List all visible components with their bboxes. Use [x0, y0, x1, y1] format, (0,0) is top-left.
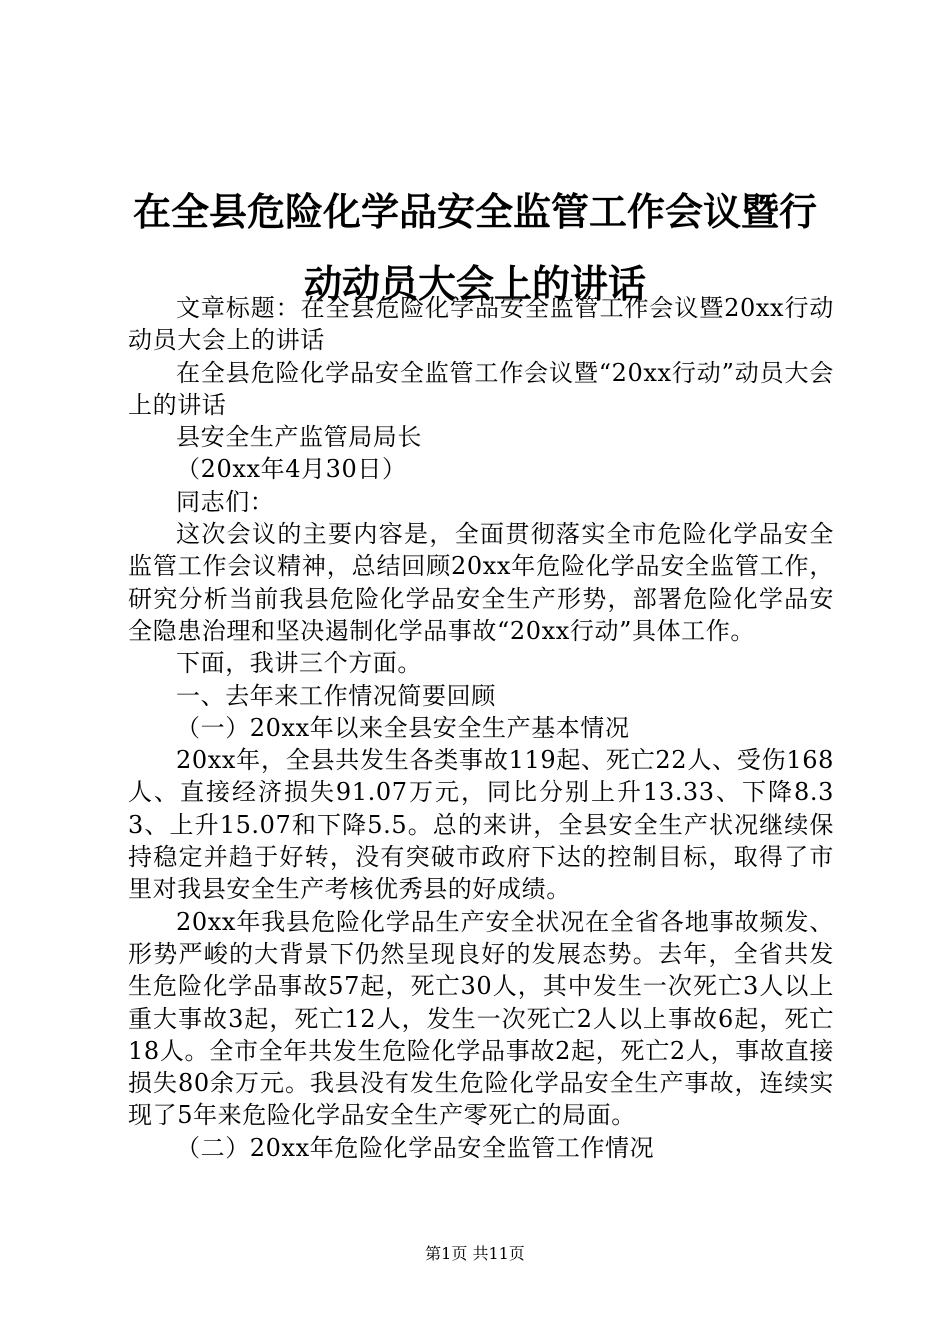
paragraph-outline: 下面，我讲三个方面。 [176, 649, 422, 678]
section-heading-1: 一、去年来工作情况简要回顾 [176, 681, 496, 710]
paragraph-intro: 这次会议的主要内容是，全面贯彻落实全市危险化学品安全监管工作会议精神，总结回顾20xx年危险化学品安全监管工作，研究分析当前我县危险化学品安全生产形势，部署危险化学品安全隐患治理和坚决遏制化学品事故“20xx行动”具体工作。 [128, 520, 834, 645]
document-body [128, 292, 834, 1164]
paragraph-date: （20xx年4月30日） [176, 455, 407, 484]
paragraph-greeting: 同志们： [176, 487, 275, 516]
paragraph-statistics: 20xx年，全县共发生各类事故119起、死亡22人、受伤168人、直接经济损失91.07万元，同比分别上升13.33、下降8.33、上升15.07和下降5.5。总的来讲，全县安全生产状况继续保持稳定并趋于好转，没有突破市政府下达的控制目标，取得了市里对我县安全生产考核优秀县的好成绩。 [128, 746, 834, 904]
paragraph-article-title: 文章标题：在全县危险化学品安全监管工作会议暨20xx行动动员大会上的讲话 [128, 294, 834, 355]
page-footer: 第1页 共11页 [425, 1244, 525, 1263]
paragraph-chemical-safety: 20xx年我县危险化学品生产安全状况在全省各地事故频发、形势严峻的大背景下仍然呈现良好的发展态势。去年，全省共发生危险化学品事故57起，死亡30人，其中发生一次死亡3人以上重大事故3起，死亡12人，发生一次死亡2人以上事故6起，死亡18人。全市全年共发生危险化学品事故2起，死亡2人，事故直接损失80余万元。我县没有发生危险化学品安全生产事故，连续实现了5年来危险化学品安全生产零死亡的局面。 [128, 907, 834, 1130]
paragraph-speech-title: 在全县危险化学品安全监管工作会议暨“20xx行动”动员大会上的讲话 [128, 358, 834, 419]
subsection-heading-1: （一）20xx年以来全县安全生产基本情况 [176, 713, 630, 742]
document-title: 在全县危险化学品安全监管工作会议暨行动动员大会上的讲话 [132, 190, 817, 306]
paragraph-speaker: 县安全生产监管局局长 [176, 423, 422, 452]
subsection-heading-2: （二）20xx年危险化学品安全监管工作情况 [176, 1133, 655, 1162]
